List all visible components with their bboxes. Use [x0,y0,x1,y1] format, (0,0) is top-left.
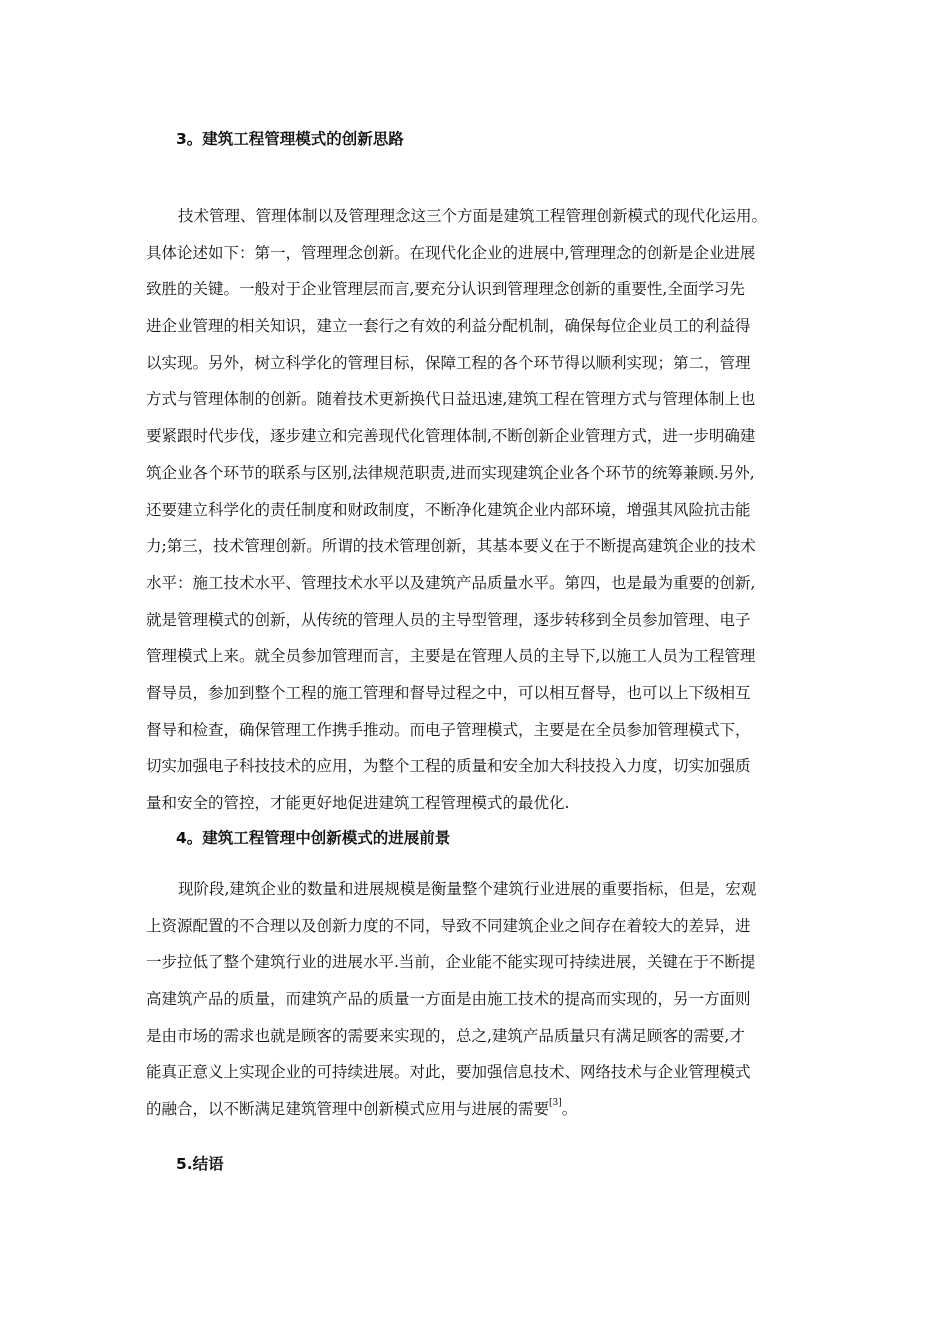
paragraph-line: 督导和检查，确保管理工作携手推动。而电子管理模式，主要是在全员参加管理模式下， [146,720,751,739]
paragraph-line: 高建筑产品的质量，而建筑产品的质量一方面是由施工技术的提高而实现的，另一方面则 [146,990,751,1009]
paragraph-line: 能真正意义上实现企业的可持续进展。对此，要加强信息技术、网络技术与企业管理模式 [146,1063,751,1082]
paragraph-line: 进企业管理的相关知识，建立一套行之有效的利益分配机制，确保每位企业员工的利益得 [146,317,751,336]
paragraph-line: 上资源配置的不合理以及创新力度的不同，导致不同建筑企业之间存在着较大的差异，进 [146,916,751,935]
section-4-paragraph [146,871,846,1128]
paragraph-line [146,1091,846,1128]
citation-ref: [3] [549,1098,562,1109]
paragraph-line: 力;第三，技术管理创新。所谓的技术管理创新，其基本要义在于不断提高建筑企业的技术 [146,537,756,556]
paragraph-line: 还要建立科学化的责任制度和财政制度，不断净化建筑企业内部环境，增强其风险抗击能 [146,500,751,519]
paragraph-line: 致胜的关键。一般对于企业管理层而言,要充分认识到管理理念创新的重要性,全面学习先 [146,280,745,299]
paragraph-line: 是由市场的需求也就是顾客的需要来实现的，总之,建筑产品质量只有满足顾客的需要,才 [146,1026,745,1045]
paragraph-line: 水平：施工技术水平、管理技术水平以及建筑产品质量水平。第四，也是最为重要的创新, [146,573,756,592]
paragraph-line: 量和安全的管控，才能更好地促进建筑工程管理模式的最优化. [146,794,570,812]
paragraph-line: 方式与管理体制的创新。随着技术更新换代日益迅速,建筑工程在管理方式与管理体制上也 [146,390,756,409]
section-3-heading: 3。建筑工程管理模式的创新思路 [176,130,404,148]
paragraph-line: 管理模式上来。就全员参加管理而言，主要是在管理人员的主导下,以施工人员为工程管理 [146,647,756,666]
paragraph-line: 以实现。另外，树立科学化的管理目标，保障工程的各个环节得以顺利实现；第二，管理 [146,353,751,372]
paragraph-line: 要紧跟时代步伐，逐步建立和完善现代化管理体制,不断创新企业管理方式，进一步明确建 [146,427,756,446]
paragraph-line: 切实加强电子科技技术的应用，为整个工程的质量和安全加大科技投入力度，切实加强质 [146,757,751,776]
paragraph-line: 技术管理、管理体制以及管理理念这三个方面是建筑工程管理创新模式的现代化运用。 [178,207,768,225]
paragraph-line: 具体论述如下：第一，管理理念创新。在现代化企业的进展中,管理理念的创新是企业进展 [146,243,756,262]
section-5-heading: 5.结语 [176,1155,224,1173]
section-3-paragraph [146,198,846,822]
paragraph-line: 现阶段,建筑企业的数量和进展规模是衡量整个建筑行业进展的重要指标，但是，宏观 [178,880,757,898]
paragraph-line: 一步拉低了整个建筑行业的进展水平.当前，企业能不能实现可持续进展，关键在于不断提 [146,953,756,972]
line-text: 。 [561,1100,578,1119]
paragraph-line: 督导员，参加到整个工程的施工管理和督导过程之中，可以相互督导，也可以上下级相互 [146,683,751,702]
paragraph-line: 筑企业各个环节的联系与区别,法律规范职责,进而实现建筑企业各个环节的统筹兼顾.另外, [146,463,755,482]
paragraph-line: 就是管理模式的创新，从传统的管理人员的主导型管理，逐步转移到全员参加管理、电子 [146,610,751,629]
section-4-heading: 4。建筑工程管理中创新模式的进展前景 [176,829,451,847]
line-text: 的融合，以不断满足建筑管理中创新模式应用与进展的需要 [146,1100,550,1119]
